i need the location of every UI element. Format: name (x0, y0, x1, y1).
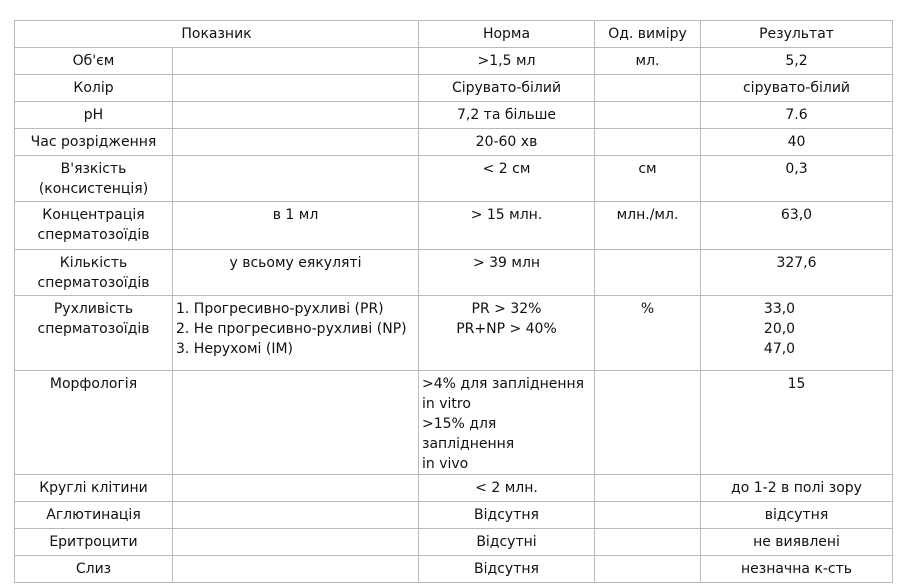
semen-analysis-table (14, 20, 893, 583)
norm-value: < 2 см (419, 156, 595, 202)
indicator-name-line: Кількість (59, 255, 128, 271)
unit-value: % (595, 296, 701, 371)
unit-value (595, 129, 701, 156)
indicator-name: pH (15, 102, 173, 129)
indicator-sub: в 1 мл (173, 202, 419, 250)
indicator-name: Слиз (15, 556, 173, 583)
result-line: 20,0 (763, 321, 796, 337)
norm-line: PR > 32% (471, 301, 542, 317)
indicator-sub (173, 502, 419, 529)
table-row (15, 75, 893, 102)
norm-line: in vivo (422, 456, 469, 472)
indicator-name-line: В'язкість (60, 161, 127, 177)
table-row (15, 475, 893, 502)
indicator-sub (173, 75, 419, 102)
unit-value (595, 502, 701, 529)
table-row (15, 156, 893, 202)
result-value: 0,3 (701, 156, 893, 202)
indicator-sub (173, 529, 419, 556)
unit-value (595, 75, 701, 102)
table-row (15, 529, 893, 556)
result-line: 47,0 (763, 341, 796, 357)
motility-category: 3. Нерухомі (IM) (176, 341, 294, 357)
result-value: незначна к-сть (701, 556, 893, 583)
indicator-sub (173, 129, 419, 156)
norm-value (419, 371, 595, 475)
table-row (15, 556, 893, 583)
result-line: 33,0 (763, 301, 796, 317)
indicator-sub (173, 156, 419, 202)
result-value: 5,2 (701, 48, 893, 75)
indicator-sub (173, 371, 419, 475)
indicator-name-line: сперматозоїдів (37, 321, 150, 337)
indicator-name: Морфологія (15, 371, 173, 475)
unit-value (595, 102, 701, 129)
header-indicator: Показник (15, 21, 419, 48)
result-value: 7.6 (701, 102, 893, 129)
norm-value (419, 296, 595, 371)
indicator-name: Час розрідження (15, 129, 173, 156)
indicator-sub (173, 296, 419, 371)
unit-value: см (595, 156, 701, 202)
table-row (15, 502, 893, 529)
norm-value: 7,2 та більше (419, 102, 595, 129)
norm-value: Сірувато-білий (419, 75, 595, 102)
result-value: не виявлені (701, 529, 893, 556)
norm-line: PR+NP > 40% (456, 321, 557, 337)
header-row (15, 21, 893, 48)
norm-value: Відсутня (419, 556, 595, 583)
indicator-sub (173, 475, 419, 502)
indicator-name: Круглі клітини (15, 475, 173, 502)
indicator-name-line: Концентрація (42, 207, 145, 223)
indicator-sub (173, 102, 419, 129)
table-row (15, 129, 893, 156)
norm-value: 20-60 хв (419, 129, 595, 156)
result-value: 327,6 (701, 250, 893, 296)
table-row (15, 102, 893, 129)
indicator-name-line: Рухливість (53, 301, 134, 317)
indicator-name (15, 202, 173, 250)
norm-line: >15% для запліднення (422, 416, 515, 452)
table-row (15, 371, 893, 475)
motility-category: 1. Прогресивно-рухливі (PR) (176, 301, 384, 317)
header-result: Результат (701, 21, 893, 48)
header-norm: Норма (419, 21, 595, 48)
table-row (15, 48, 893, 75)
unit-value: мл. (595, 48, 701, 75)
norm-value: > 39 млн (419, 250, 595, 296)
indicator-name-line: сперматозоїдів (37, 275, 150, 291)
indicator-name: Об'єм (15, 48, 173, 75)
norm-value: Відсутня (419, 502, 595, 529)
result-value: 40 (701, 129, 893, 156)
indicator-sub (173, 48, 419, 75)
indicator-name-line: (консистенція) (38, 181, 149, 197)
norm-line: in vitro (422, 396, 471, 412)
table-row (15, 296, 893, 371)
table-row (15, 250, 893, 296)
result-value: 15 (701, 371, 893, 475)
result-value (701, 296, 893, 371)
unit-value (595, 529, 701, 556)
unit-value (595, 250, 701, 296)
unit-value (595, 556, 701, 583)
norm-value: Відсутні (419, 529, 595, 556)
indicator-name: Аглютинація (15, 502, 173, 529)
indicator-sub: у всьому еякуляті (173, 250, 419, 296)
indicator-name (15, 250, 173, 296)
indicator-sub (173, 556, 419, 583)
indicator-name (15, 296, 173, 371)
indicator-name: Еритроцити (15, 529, 173, 556)
norm-value: < 2 млн. (419, 475, 595, 502)
result-value: до 1-2 в полі зору (701, 475, 893, 502)
indicator-name: Колір (15, 75, 173, 102)
indicator-name-line: сперматозоїдів (37, 227, 150, 243)
result-value: 63,0 (701, 202, 893, 250)
norm-line: >4% для запліднення (422, 376, 585, 392)
unit-value (595, 475, 701, 502)
motility-category: 2. Не прогресивно-рухливі (NP) (176, 321, 407, 337)
table-row (15, 202, 893, 250)
indicator-name (15, 156, 173, 202)
unit-value: млн./мл. (595, 202, 701, 250)
norm-value: >1,5 мл (419, 48, 595, 75)
header-unit: Од. виміру (595, 21, 701, 48)
result-value: відсутня (701, 502, 893, 529)
unit-value (595, 371, 701, 475)
norm-value: > 15 млн. (419, 202, 595, 250)
result-value: сірувато-білий (701, 75, 893, 102)
